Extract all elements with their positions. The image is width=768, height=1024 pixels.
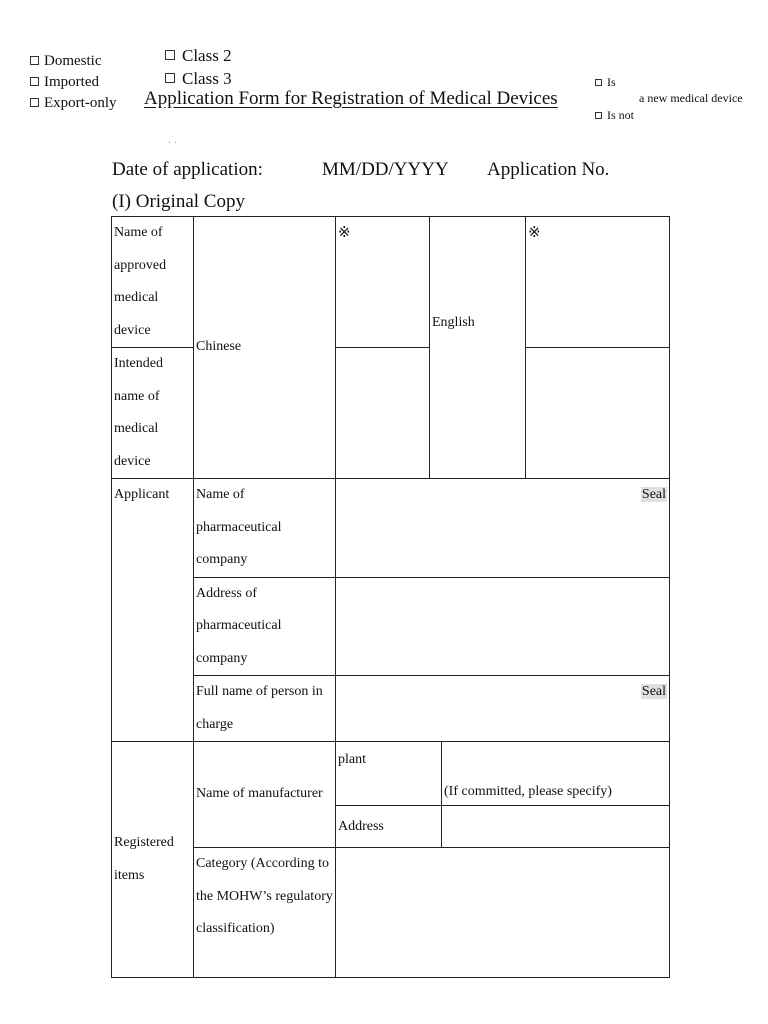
intended-name-label: Intended name of medical device bbox=[114, 356, 163, 469]
option-export-only[interactable] bbox=[30, 95, 117, 112]
company-address-label-cell bbox=[194, 577, 336, 676]
address-cell[interactable] bbox=[336, 806, 442, 848]
english-approved-name-cell[interactable] bbox=[526, 217, 670, 348]
manufacturer-label-cell bbox=[194, 742, 336, 848]
copy-label: (I) Original Copy bbox=[112, 191, 245, 212]
category-label-cell bbox=[194, 848, 336, 978]
committed-note: (If committed, please specify) bbox=[444, 784, 612, 799]
company-name-label: Name of pharmaceutical company bbox=[196, 487, 282, 567]
intended-name-label-cell bbox=[112, 348, 194, 479]
plant-label: plant bbox=[338, 752, 366, 767]
registered-items-label: Registered items bbox=[114, 835, 174, 883]
checkbox-icon[interactable] bbox=[165, 73, 175, 83]
company-address-label: Address of pharmaceutical company bbox=[196, 585, 282, 666]
category-field[interactable] bbox=[336, 848, 670, 978]
committed-note-cell[interactable] bbox=[442, 742, 670, 806]
checkbox-icon[interactable] bbox=[595, 112, 602, 119]
option-class-3-label: Class 3 bbox=[182, 69, 232, 88]
english-label-cell bbox=[430, 217, 526, 479]
checkbox-icon[interactable] bbox=[30, 77, 39, 86]
registration-form-table bbox=[111, 216, 670, 978]
option-export-only-label: Export-only bbox=[44, 95, 117, 111]
registered-items-label-cell bbox=[112, 742, 194, 978]
option-domestic[interactable] bbox=[30, 53, 102, 70]
company-name-field[interactable] bbox=[336, 479, 670, 578]
english-intended-name-cell[interactable] bbox=[526, 348, 670, 479]
option-is-label: Is bbox=[607, 75, 616, 89]
option-is[interactable] bbox=[595, 75, 616, 89]
option-is-not-label: Is not bbox=[607, 108, 634, 122]
address-field[interactable] bbox=[442, 806, 670, 848]
applicant-label-cell bbox=[112, 479, 194, 742]
chinese-intended-name-cell[interactable] bbox=[336, 348, 430, 479]
checkbox-icon[interactable] bbox=[165, 50, 175, 60]
applicant-label: Applicant bbox=[114, 487, 170, 502]
chinese-label: Chinese bbox=[196, 339, 242, 355]
english-label: English bbox=[432, 314, 475, 330]
category-label: Category (According to the MOHW’s regulatory classification) bbox=[196, 856, 333, 936]
date-label: Date of application: bbox=[112, 159, 263, 180]
person-in-charge-field[interactable] bbox=[336, 676, 670, 742]
chinese-approved-name-cell[interactable] bbox=[336, 217, 430, 348]
option-class-3[interactable] bbox=[165, 69, 232, 89]
checkbox-icon[interactable] bbox=[30, 98, 39, 107]
seal-label: Seal bbox=[641, 684, 667, 699]
option-imported-label: Imported bbox=[44, 74, 99, 90]
person-in-charge-label-cell bbox=[194, 676, 336, 742]
option-domestic-label: Domestic bbox=[44, 53, 102, 69]
new-device-suffix: a new medical device bbox=[639, 91, 743, 105]
faint-mark: · · bbox=[168, 138, 178, 149]
note-mark-icon: ※ bbox=[338, 225, 351, 241]
address-label: Address bbox=[338, 818, 384, 834]
approved-name-label-cell bbox=[112, 217, 194, 348]
application-no-label: Application No. bbox=[487, 159, 610, 180]
checkbox-icon[interactable] bbox=[30, 56, 39, 65]
plant-cell[interactable] bbox=[336, 742, 442, 806]
option-imported[interactable] bbox=[30, 74, 99, 91]
manufacturer-label: Name of manufacturer bbox=[196, 786, 323, 802]
checkbox-icon[interactable] bbox=[595, 79, 602, 86]
person-in-charge-label: Full name of person in charge bbox=[196, 684, 323, 732]
option-class-2[interactable] bbox=[165, 46, 232, 66]
approved-name-label: Name of approved medical device bbox=[114, 225, 167, 338]
date-field[interactable]: MM/DD/YYYY bbox=[322, 159, 449, 180]
note-mark-icon: ※ bbox=[528, 225, 541, 241]
seal-label: Seal bbox=[641, 487, 667, 502]
form-title: Application Form for Registration of Medical Devices bbox=[144, 88, 558, 109]
chinese-label-cell bbox=[194, 217, 336, 479]
company-address-field[interactable] bbox=[336, 577, 670, 676]
option-class-2-label: Class 2 bbox=[182, 46, 232, 65]
company-name-label-cell bbox=[194, 479, 336, 578]
option-is-not[interactable] bbox=[595, 108, 634, 122]
